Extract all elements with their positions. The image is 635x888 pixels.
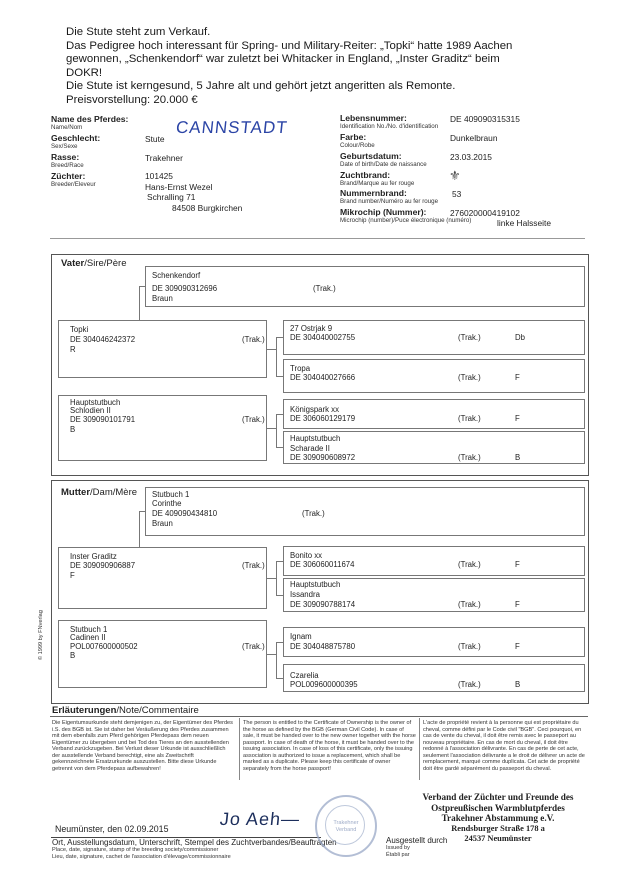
breed-value: Trakehner [145,153,183,163]
sire-title-main: Vater [61,258,85,269]
dam-book: Stutbuch 1 [152,490,190,499]
g3-colour: F [515,560,520,569]
connector [139,286,145,287]
notes-english: The person is entitled to the Certificate of Ownership is the owner of the horse as defined by the BGB (German Civil Code). In case of sale, it must be handed over to the new owner together with the horse passport. In case of death of the horse, it must be handed over to the issuing association. In case of loss of this certificate, only the issuing association is authorized to issue a replacement, which shall be marked as a duplicate. Please keep this certificate of owner separately from the horse passport! [243,720,416,772]
sire-colour: Braun [152,294,173,303]
g3-id: DE 304048875780 [290,642,356,651]
dam-sire-id: DE 309090906887 [70,561,136,570]
g3-book: Hauptstutbuch [290,434,341,443]
connector [267,578,276,579]
dam-sire-colour: F [70,571,75,580]
g3-name: 27 Ostrjak 9 [290,324,333,333]
dam-sire-name: Inster Graditz [70,552,117,561]
notes-title [52,705,199,716]
g3-colour: F [515,642,520,651]
sire-dam-reg: (Trak.) [242,415,265,424]
g3-colour: F [515,373,520,382]
g3-name: Ignam [290,632,312,641]
elk-antler-brand-icon: ⚜ [449,168,461,183]
chip-sublabel: Microchip (number)/Puce électronique (numéro) [340,217,472,224]
dam-dam-colour: B [70,651,76,660]
sire-dam-name: Schlodien II [70,406,111,415]
sex-label: Geschlecht: [51,133,101,143]
g3-name: Scharade II [290,444,330,453]
org-line: 24537 Neumünster [464,834,532,843]
chip-note: linke Halsseite [497,218,551,228]
dob-value: 23.03.2015 [450,152,492,162]
org-line: Trakehner Abstammung e.V. [441,813,555,823]
g3-reg: (Trak.) [458,333,481,342]
g3-name: Bonito xx [290,551,323,560]
dam-dam-reg: (Trak.) [242,642,265,651]
sire-sire-reg: (Trak.) [242,335,265,344]
sire-id: DE 309090312696 [152,284,218,293]
notes-divider [239,718,240,780]
dam-reg: (Trak.) [302,509,325,518]
notes-divider [419,718,420,780]
g3-colour: B [515,453,521,462]
g3-name: Czarelia [290,671,319,680]
g3-reg: (Trak.) [458,373,481,382]
issued-by-sub: Établi par [386,851,410,858]
footer-place-labels [52,838,337,860]
breeder-sublabel: Breeder/Eleveur [51,181,96,188]
dam-sire-reg: (Trak.) [242,561,265,570]
notes-title-main: Erläuterungen [52,705,117,716]
sex-sublabel: Sex/Sexe [51,143,78,150]
g3-id: DE 306060011674 [290,560,355,569]
g3-reg: (Trak.) [458,560,481,569]
dam-title [61,487,137,498]
g3-id: DE 304040027666 [290,373,356,382]
connector [139,511,140,547]
colour-label: Farbe: [340,132,367,142]
connector [276,337,277,376]
g3-reg: (Trak.) [458,642,481,651]
colour-field [340,133,375,149]
org-line: Verband der Züchter und Freunde des [422,792,574,802]
breeder-field [51,172,96,188]
dam-id: DE 409090434810 [152,509,218,518]
connector [139,511,145,512]
sire-dam-book: Hauptstutbuch [70,398,121,407]
breeder-block [145,171,242,213]
g3-name: Issandra [290,590,320,599]
issue-place-date: Neumünster, den 02.09.2015 [55,824,169,834]
connector [276,561,277,595]
sire-dam-colour: B [70,425,76,434]
dam-dam-name: Cadinen II [70,633,106,642]
breeder-city: 84508 Burgkirchen [172,202,243,213]
numbrand-sublabel: Brand number/Numéro au fer rouge [340,198,439,205]
breeder-label: Züchter: [51,171,86,181]
breeder-name: Hans-Ernst Wezel [145,181,213,192]
g3-colour: B [515,680,521,689]
notes-french: L'acte de propriété revient à la personne qui est propriétaire du cheval, comme défini par le Code civil "BGB". Ceci pourquoi, en cas de vente du cheval, il doit être remis avec le passeport au nouveau propriétaire. En cas de mort du cheval, il doit être redonné à l'association délivrante. En cas de perte de cet acte, seulement l'association délivrante a le droit de délivrer un acte de remplacement, marqué comme duplicata. Cet acte de propriété doit être gardé séparément du passeport du cheval. [423,720,585,772]
g3-book: Hauptstutbuch [290,580,341,589]
dam-title-main: Mutter [61,487,91,498]
connector [139,286,140,320]
connector [267,428,276,429]
dam-dam-book: Stutbuch 1 [70,625,108,634]
sire-reg: (Trak.) [313,284,336,293]
colour-value: Dunkelbraun [450,133,498,143]
sire-dam-id: DE 309090101791 [70,415,136,424]
connector [276,642,283,643]
g3-name: Königspark xx [290,405,339,414]
g3-id: DE 309090788174 [290,600,356,609]
numbrand-value: 53 [452,189,462,199]
breed-label: Rasse: [51,152,80,162]
breeder-street: Schralling 71 [147,192,196,202]
name-label: Name des Pferdes: [51,114,129,124]
intro-line: Das Pedigree hoch interessant für Spring- und Military-Reiter: „Topki“ hatte 1989 Aachen [66,39,513,52]
notes-title-rest: /Note/Commentaire [116,705,199,716]
place-sublabel: Place, date, signature, stamp of the breeding society/commissioner [52,847,219,853]
issued-by-sub: Issued by [386,845,410,851]
place-sublabel: Lieu, date, signature, cachet de l'association d'élevage/commissionnaire [52,853,231,860]
notes-german: Die Eigentumsurkunde steht demjenigen zu, der Eigentümer des Pferdes i.S. des BGB ist. Sie ist daher bei Veräußerung des Pferdes zusammen mit dem ebenfalls zum Pferd gehörigen Pferdepass dem neuen Eigentümer zu übergeben und bei Tod des Tieres an den ausstellenden Verband zurückzugeben. Bei Verlust dieser Urkunde ist ausschließlich der ausstellende Verband berechtigt, eine als Zweitschrift gekennzeichnete Ersatzurkunde auszustellen. Bitte diese Urkunde getrennt von dem Pferdepass aufbewahren! [52,720,233,772]
colour-sublabel: Colour/Robe [340,142,375,149]
g3-colour: F [515,600,520,609]
stamp-text: Trakehner Verband [333,820,359,833]
connector [276,414,277,447]
connector [276,642,277,678]
connector [276,337,283,338]
chip-label: Mikrochip (Nummer): [340,207,427,217]
ueln-field [340,114,438,130]
g3-reg: (Trak.) [458,680,481,689]
intro-line: gewonnen, „Schenkendorf“ war zuletzt bei Whitacker in England, „Inster Graditz“ beim [66,53,500,66]
connector [276,414,283,415]
brand-field [340,171,414,187]
connector [276,561,283,562]
g3-name: Tropa [290,364,311,373]
name-sublabel: Name/Nom [51,124,83,131]
dob-field [340,152,427,168]
dob-sublabel: Date of birth/Date de naissance [340,161,427,168]
connector [276,376,283,377]
notes-rule [50,716,588,717]
issuing-organisation [402,792,594,845]
g3-reg: (Trak.) [458,414,481,423]
connector [267,654,276,655]
sire-title [61,258,127,269]
breed-sublabel: Breed/Race [51,162,84,169]
numbrand-label: Nummernbrand: [340,188,407,198]
g3-reg: (Trak.) [458,600,481,609]
divider [50,238,585,239]
sire-sire-name: Topki [70,325,89,334]
sire-sire-id: DE 304046242372 [70,335,136,344]
numbrand-field [340,189,438,205]
sex-field [51,134,100,150]
g3-reg: (Trak.) [458,453,481,462]
connector [276,447,283,448]
signature: Jo Aeh— [219,809,302,829]
breeder-number: 101425 [145,171,173,181]
connector [267,349,276,350]
g3-colour: Db [515,333,525,342]
breed-field [51,153,84,169]
ueln-value: DE 409090315315 [450,114,520,124]
g3-id: DE 304040002755 [290,333,356,342]
intro-line: DOKR! [66,66,103,79]
dob-label: Geburtsdatum: [340,151,402,161]
dam-name: Corinthe [152,499,182,508]
ueln-label: Lebensnummer: [340,113,407,123]
connector [276,595,283,596]
intro-line: Preisvorstellung: 20.000 € [66,93,198,106]
org-line: Rendsburger Straße 178 a [451,823,545,833]
chip-value: 276020000419102 [450,208,520,218]
dam-dam-id: POL007600000502 [70,642,138,651]
place-label: Ort, Ausstellungsdatum, Unterschrift, Stempel des Zuchtverbandes/Beauftragten [52,838,337,847]
sire-name: Schenkendorf [152,271,201,280]
g3-colour: F [515,414,520,423]
g3-id: DE 306060129179 [290,414,356,423]
intro-text [66,26,546,108]
name-field [51,115,128,131]
g3-id: POL009600000395 [290,680,358,689]
dam-colour: Braun [152,519,173,528]
brand-sublabel: Brand/Marque au fer rouge [340,180,415,187]
org-line: Ostpreußischen Warmblutpferdes [431,802,565,813]
intro-line: Die Stute ist kerngesund, 5 Jahre alt und gehört jetzt angeritten als Remonte. [66,80,456,93]
dam-title-rest: /Dam/Mère [90,487,138,498]
sire-sire-colour: R [70,345,76,354]
brand-label: Zuchtbrand: [340,170,391,180]
g3-id: DE 309090608972 [290,453,356,462]
sex-value: Stute [145,134,165,144]
horse-name-handwritten: CANNSTADT [175,118,289,137]
intro-line: Die Stute steht zum Verkauf. [66,26,211,38]
side-print: © 1999 by FNverlag [38,610,44,660]
association-stamp [315,795,377,857]
connector [276,678,283,679]
sire-title-rest: /Sire/Père [84,258,127,269]
ueln-sublabel: Identification No./No. d'identification [340,123,439,130]
sire-gen2a-cell [58,320,267,378]
issued-by-label: Ausgestellt durch [386,836,448,845]
